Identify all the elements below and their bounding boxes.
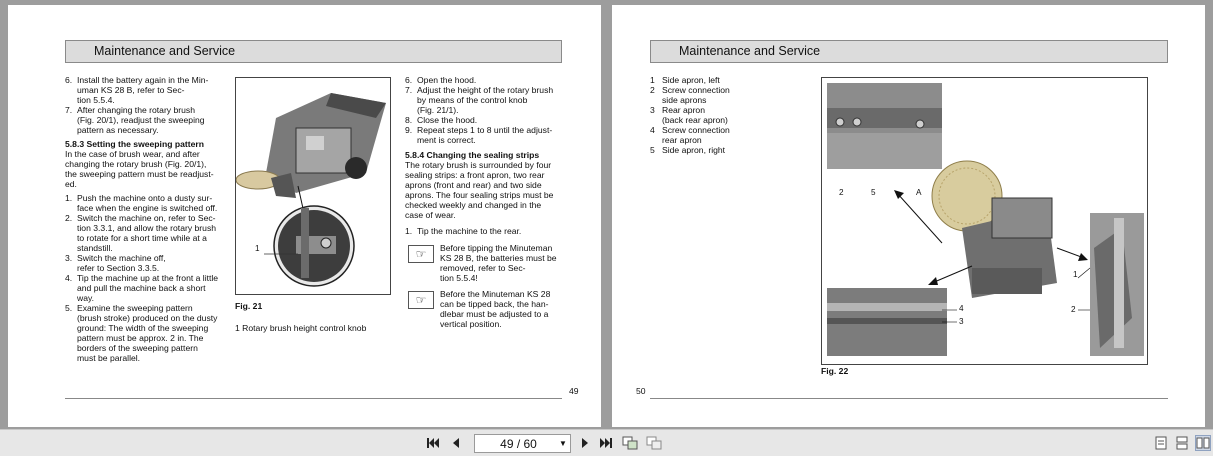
figure-label: Fig. 22 <box>821 366 849 376</box>
legend-list <box>650 75 800 155</box>
callout-2: 2 <box>839 188 844 197</box>
step-item: 7. Adjust the height of the rotary brush by means of the control knob (Fig. 21/1). <box>405 85 554 115</box>
callout-1: 1 <box>1073 270 1078 279</box>
figure-21-image <box>235 77 391 295</box>
legend-item: 2 Screw connection side aprons <box>650 85 730 105</box>
section-intro: In the case of brush wear, and after changing the rotary brush (Fig. 20/1), the sweeping pattern must be readjust- ed. <box>65 149 214 189</box>
section-title: 5.8.4 Changing the sealing strips <box>405 150 540 160</box>
figure-caption: 1 Rotary brush height control knob <box>235 323 367 333</box>
next-page-button[interactable] <box>578 435 592 451</box>
step-item: 3. Switch the machine off, refer to Section 3.3.5. <box>65 253 166 273</box>
step-item: 6. Open the hood. <box>405 75 477 85</box>
single-page-icon <box>1155 436 1167 450</box>
continuous-page-icon <box>1176 436 1188 450</box>
page-50 <box>612 5 1205 427</box>
page-display: 49 / 60 <box>500 436 537 451</box>
fit-page-icon <box>622 436 638 450</box>
step-item: 1. Tip the machine to the rear. <box>405 226 522 236</box>
step-item: 4. Tip the machine up at the front a little and pull the machine back a short way. <box>65 273 219 303</box>
sweeper-illustration <box>236 78 391 295</box>
note-block <box>408 289 568 329</box>
callout-3: 3 <box>959 317 964 326</box>
last-page-button[interactable] <box>598 435 614 451</box>
sealing-strips-illustration <box>822 78 1148 365</box>
text-column-2 <box>405 75 570 236</box>
note-block <box>408 243 568 283</box>
fit-width-icon <box>646 436 662 450</box>
page-header: Maintenance and Service <box>650 40 1168 63</box>
previous-page-icon <box>451 437 461 449</box>
single-page-view-button[interactable] <box>1154 435 1168 451</box>
figure-22-image <box>821 77 1148 365</box>
fit-page-button[interactable] <box>621 435 639 451</box>
step-item: 2. Switch the machine on, refer to Sec- tion 3.3.1, and allow the rotary brush to rotate for a short time while at a standstill. <box>65 213 217 253</box>
last-page-icon <box>599 437 613 449</box>
figure-callout: 1 <box>255 244 260 253</box>
footer-rule <box>65 398 562 399</box>
previous-page-button[interactable] <box>449 435 463 451</box>
step-item: 9. Repeat steps 1 to 8 until the adjust- ment is correct. <box>405 125 553 145</box>
legend-item: 3 Rear apron (back rear apron) <box>650 105 728 125</box>
page-header: Maintenance and Service <box>65 40 562 63</box>
step-item: 7. After changing the rotary brush (Fig. 20/1), readjust the sweeping pattern as necessary. <box>65 105 205 135</box>
two-page-view-button[interactable] <box>1195 435 1211 451</box>
next-page-icon <box>580 437 590 449</box>
callout-2b: 2 <box>1071 305 1076 314</box>
callout-5: 5 <box>871 188 876 197</box>
pointing-hand-icon: ☞ <box>408 245 434 263</box>
first-page-icon <box>426 437 440 449</box>
step-item: 5. Examine the sweeping pattern (brush stroke) produced on the dusty ground: The width of the sweeping pattern must be approx. 2 in. The borders of the sweeping pattern must be parallel. <box>65 303 218 363</box>
legend-item: 5 Side apron, right <box>650 145 726 155</box>
callout-4: 4 <box>959 304 964 313</box>
page-49 <box>8 5 601 427</box>
footer-rule <box>650 398 1168 399</box>
pointing-hand-icon: ☞ <box>408 291 434 309</box>
section-title: 5.8.3 Setting the sweeping pattern <box>65 139 204 149</box>
legend-item: 4 Screw connection rear apron <box>650 125 730 145</box>
note-text: Before tipping the Minuteman KS 28 B, the batteries must be removed, refer to Sec- tion 5.5.4! <box>440 243 557 283</box>
page-number: 50 <box>636 386 646 396</box>
text-column-1 <box>65 75 230 363</box>
page-number: 49 <box>569 386 579 396</box>
figure-label: Fig. 21 <box>235 301 263 311</box>
step-item: 8. Close the hood. <box>405 115 478 125</box>
note-text: Before the Minuteman KS 28 can be tipped back, the han- dlebar must be adjusted to a vertical position. <box>440 289 551 329</box>
fit-width-button[interactable] <box>645 435 663 451</box>
continuous-view-button[interactable] <box>1175 435 1189 451</box>
viewer-toolbar <box>0 429 1213 456</box>
two-page-icon <box>1196 437 1210 449</box>
step-item: 1. Push the machine onto a dusty sur- face when the engine is switched off. <box>65 193 218 213</box>
legend-item: 1 Side apron, left <box>650 75 720 85</box>
page-selector[interactable] <box>474 434 571 453</box>
step-item: 6. Install the battery again in the Min- uman KS 28 B, refer to Sec- tion 5.5.4. <box>65 75 209 105</box>
first-page-button[interactable] <box>425 435 441 451</box>
section-intro: The rotary brush is surrounded by four sealing strips: a front apron, two rear aprons (front and rear) and two side aprons. The four sealing strips must be checked weekly and changed in the case of wear. <box>405 160 554 220</box>
callout-a: A <box>916 188 922 197</box>
dropdown-arrow-icon: ▼ <box>559 439 567 448</box>
